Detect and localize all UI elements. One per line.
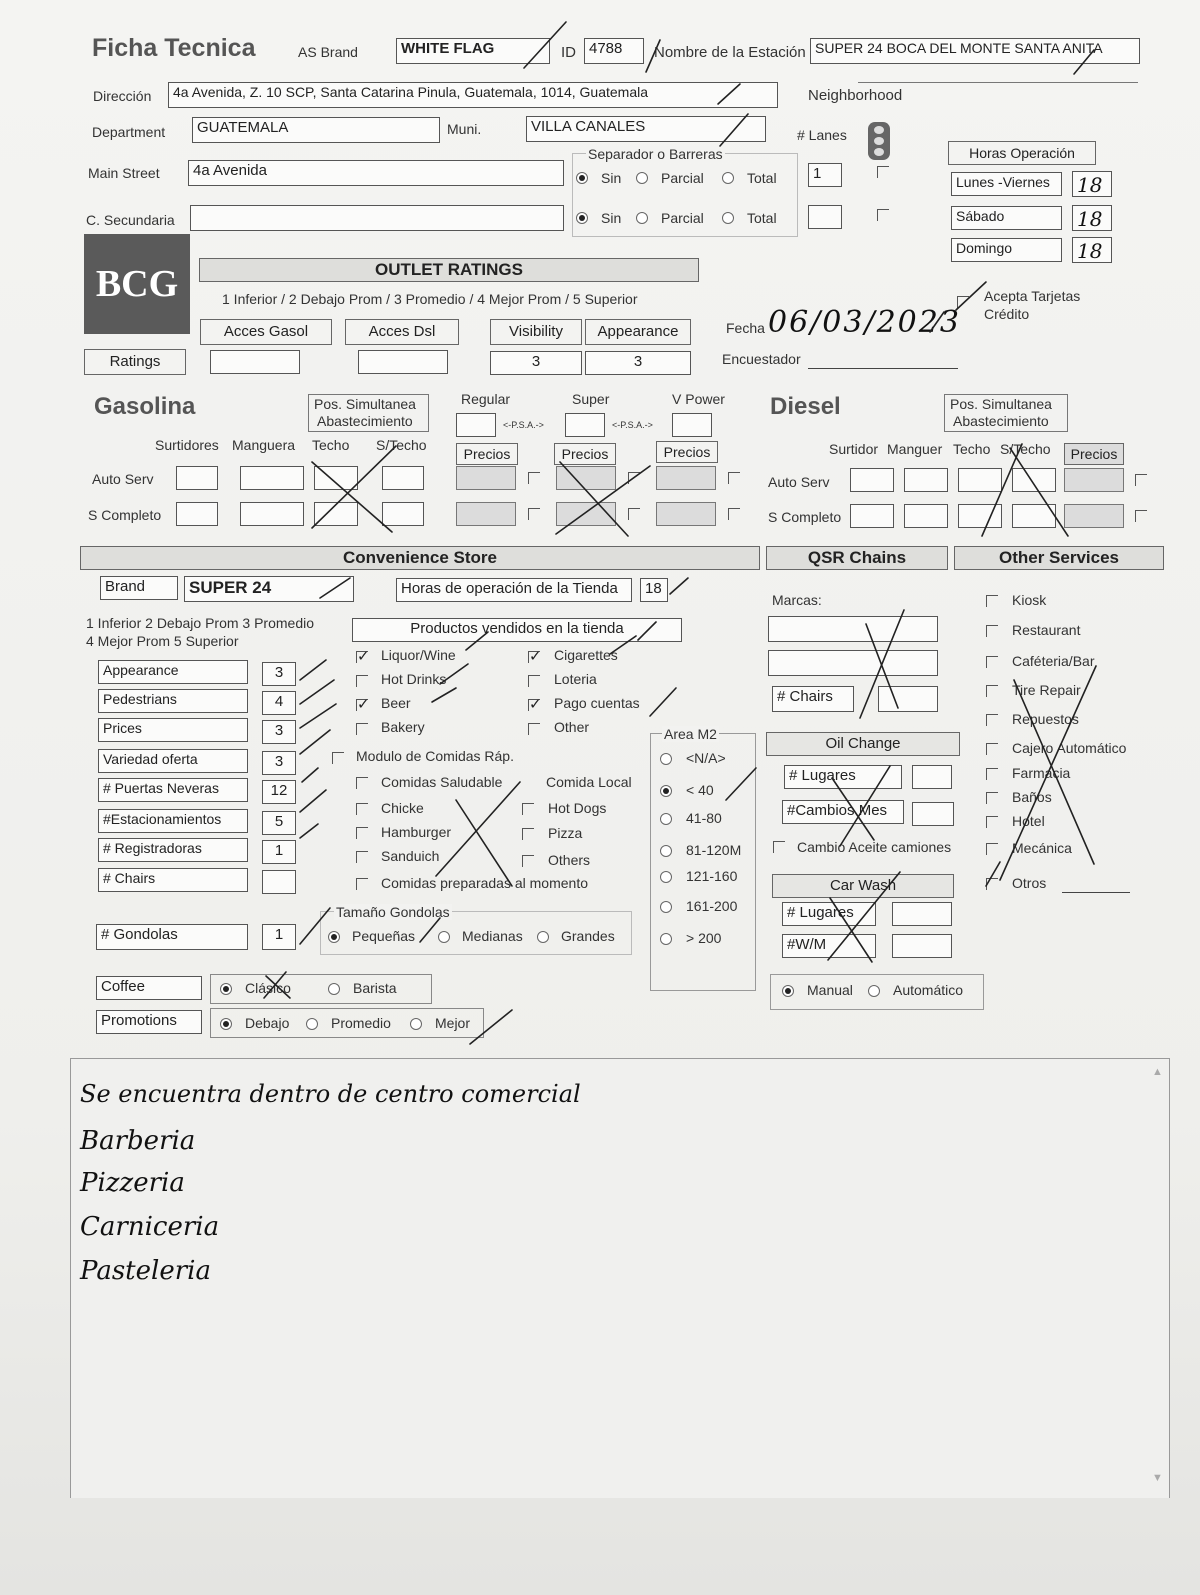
- service-label: Caféteria/Bar: [1012, 653, 1095, 669]
- automatico-label: Automático: [893, 982, 964, 998]
- comidas-preparadas-label: Comidas preparadas al momento: [381, 875, 588, 891]
- cs-horas-label: Horas de operación de la Tienda: [396, 578, 632, 602]
- wm-label: #W/M: [782, 934, 876, 958]
- metric-value-field[interactable]: 3: [262, 662, 296, 686]
- service-label: Farmacia: [1012, 765, 1071, 781]
- manual-label: Manual: [807, 982, 853, 998]
- gas-pos-simultanea-line2: Abastecimiento: [317, 413, 413, 429]
- productos-title: Productos vendidos en la tienda: [352, 618, 682, 642]
- service-label: Restaurant: [1012, 622, 1081, 638]
- vpower-label: V Power: [672, 391, 725, 407]
- ratings-label: Ratings: [84, 349, 186, 375]
- techo-label: Techo: [312, 437, 350, 453]
- cs-scale-line1: 1 Inferior 2 Debajo Prom 3 Promedio: [86, 615, 314, 631]
- convenience-store-title: Convenience Store: [80, 546, 760, 570]
- acces-gasol-header: Acces Gasol: [200, 319, 332, 345]
- metric-label: #Estacionamientos: [98, 809, 248, 833]
- c-secundaria-label: C. Secundaria: [86, 212, 175, 228]
- main-street-field[interactable]: 4a Avenida: [188, 160, 564, 186]
- hours-title: Horas Operación: [948, 141, 1096, 165]
- as-brand-field[interactable]: WHITE FLAG: [396, 38, 550, 64]
- manguera-label: Manguera: [232, 437, 296, 453]
- gondolas-field[interactable]: 1: [262, 924, 296, 950]
- grandes-label: Grandes: [561, 928, 615, 944]
- id-field[interactable]: 4788: [584, 38, 644, 64]
- cambio-aceite-label: Cambio Aceite camiones: [797, 839, 952, 855]
- gas-s-completo-label: S Completo: [88, 507, 162, 523]
- metric-value-field[interactable]: 3: [262, 751, 296, 775]
- oil-change-title: Oil Change: [766, 732, 960, 756]
- form-title: Ficha Tecnica: [92, 34, 256, 62]
- cs-brand-label: Brand: [100, 576, 178, 600]
- cs-brand-field[interactable]: SUPER 24: [184, 576, 354, 602]
- barista-label: Barista: [353, 980, 397, 996]
- main-street-label: Main Street: [88, 165, 160, 181]
- fecha-value[interactable]: 06/03/2023: [768, 305, 961, 340]
- id-label: ID: [561, 44, 576, 61]
- car-wash-title: Car Wash: [772, 874, 954, 898]
- direccion-label: Dirección: [93, 88, 152, 104]
- neighborhood-label: Neighborhood: [808, 87, 903, 104]
- cw-lugares-label: # Lugares: [782, 902, 876, 926]
- encuestador-label: Encuestador: [722, 351, 801, 367]
- fecha-label: Fecha: [726, 320, 765, 336]
- sec-total-label: Total: [747, 210, 777, 226]
- as-brand-label: AS Brand: [298, 44, 358, 60]
- area-option-label: 121-160: [686, 868, 738, 884]
- main-parcial-label: Parcial: [661, 170, 704, 186]
- outlet-ratings-title: OUTLET RATINGS: [199, 258, 699, 282]
- sec-sin-label: Sin: [601, 210, 622, 226]
- diesel-surtidor-label: Surtidor: [829, 441, 879, 457]
- metric-label: Pedestrians: [98, 689, 248, 713]
- liquor-label: Liquor/Wine: [381, 647, 456, 663]
- acepta-tarjetas-label: Acepta Tarjetas: [984, 288, 1081, 304]
- diesel-manguer-label: Manguer: [887, 441, 943, 457]
- metric-label: Prices: [98, 718, 248, 742]
- notes-line: Pasteleria: [80, 1256, 211, 1286]
- notes-line: Se encuentra dentro de centro comercial: [80, 1080, 581, 1108]
- department-field[interactable]: GUATEMALA: [192, 117, 440, 143]
- service-label: Hotel: [1012, 813, 1045, 829]
- lanes-main-field[interactable]: 1: [808, 163, 842, 187]
- metric-value-field[interactable]: 3: [262, 720, 296, 744]
- mejor-label: Mejor: [435, 1015, 471, 1031]
- gas-auto-serv-label: Auto Serv: [92, 471, 154, 487]
- loteria-label: Loteria: [554, 671, 597, 687]
- cs-scale-line2: 4 Mejor Prom 5 Superior: [86, 633, 239, 649]
- lanes-label: # Lanes: [797, 127, 847, 143]
- hot-dogs-label: Hot Dogs: [548, 800, 607, 816]
- precios-super-header: Precios: [554, 443, 616, 465]
- weekday-hours-field[interactable]: 18: [1072, 171, 1112, 197]
- acces-dsl-header: Acces Dsl: [345, 319, 459, 345]
- beer-label: Beer: [381, 695, 411, 711]
- scroll-down-icon[interactable]: ▼: [1152, 1472, 1163, 1484]
- direccion-field[interactable]: 4a Avenida, Z. 10 SCP, Santa Catarina Pinula, Guatemala, 1014, Guatemala: [168, 82, 778, 108]
- appearance-header: Appearance: [585, 319, 691, 345]
- pago-cuentas-label: Pago cuentas: [554, 695, 640, 711]
- notes-line: Carniceria: [80, 1212, 220, 1242]
- gondolas-label: # Gondolas: [96, 924, 248, 950]
- coffee-label: Coffee: [96, 976, 202, 1000]
- service-label: Otros: [1012, 875, 1047, 891]
- metric-label: # Registradoras: [98, 838, 248, 862]
- debajo-label: Debajo: [245, 1015, 290, 1031]
- area-option-label: 41-80: [686, 810, 722, 826]
- area-option-label: 161-200: [686, 898, 738, 914]
- bakery-label: Bakery: [381, 719, 425, 735]
- muni-field[interactable]: VILLA CANALES: [526, 116, 766, 142]
- station-name-field[interactable]: SUPER 24 BOCA DEL MONTE SANTA ANITA: [810, 38, 1140, 64]
- pizza-label: Pizza: [548, 825, 583, 841]
- metric-value-field[interactable]: 4: [262, 691, 296, 715]
- diesel-s-completo-label: S Completo: [768, 509, 842, 525]
- modulo-label: Modulo de Comidas Ráp.: [356, 748, 514, 764]
- area-option-label: 81-120M: [686, 842, 742, 858]
- service-label: Mecánica: [1012, 840, 1072, 856]
- service-label: Tire Repair: [1012, 682, 1081, 698]
- precios-regular-header: Precios: [456, 443, 518, 465]
- psa-label-1: <-P.S.A.->: [503, 420, 544, 430]
- clasico-label: Clásico: [245, 980, 291, 996]
- metric-label: # Chairs: [98, 868, 248, 892]
- visibility-header: Visibility: [490, 319, 582, 345]
- diesel-pos-simultanea-line2: Abastecimiento: [953, 413, 1049, 429]
- marcas-label: Marcas:: [772, 592, 822, 608]
- sunday-hours-field[interactable]: 18: [1072, 237, 1112, 263]
- main-sin-label: Sin: [601, 170, 622, 186]
- diesel-auto-serv-label: Auto Serv: [768, 474, 830, 490]
- super-label: Super: [572, 391, 610, 407]
- qsr-chains-title: QSR Chains: [766, 546, 948, 570]
- department-label: Department: [92, 124, 166, 140]
- oil-lugares-label: # Lugares: [784, 765, 902, 789]
- cigarettes-label: Cigarettes: [554, 647, 618, 663]
- cambios-mes-label: #Cambios Mes: [782, 800, 904, 824]
- credito-label: Crédito: [984, 306, 1030, 322]
- metric-label: Variedad oferta: [98, 749, 248, 773]
- sec-parcial-label: Parcial: [661, 210, 704, 226]
- surtidores-label: Surtidores: [155, 437, 219, 453]
- muni-label: Muni.: [447, 121, 482, 137]
- main-total-label: Total: [747, 170, 777, 186]
- scroll-up-icon[interactable]: ▲: [1152, 1066, 1163, 1078]
- metric-value-field[interactable]: 5: [262, 811, 296, 835]
- hot-drinks-label: Hot Drinks: [381, 671, 447, 687]
- notes-line: Barberia: [80, 1126, 196, 1156]
- metric-value-field[interactable]: 12: [262, 780, 296, 804]
- saturday-label: Sábado: [951, 206, 1062, 230]
- area-title: Area M2: [664, 726, 717, 742]
- metric-label: # Puertas Neveras: [98, 778, 248, 802]
- separator-group-label: Separador o Barreras: [588, 146, 723, 162]
- other-label: Other: [554, 719, 590, 735]
- station-name-label: Nombre de la Estación: [654, 44, 806, 61]
- metric-value-field[interactable]: 1: [262, 840, 296, 864]
- area-option-label: < 40: [686, 782, 714, 798]
- diesel-techo-label: Techo: [953, 441, 991, 457]
- service-label: Repuestos: [1012, 711, 1079, 727]
- service-label: Baños: [1012, 789, 1052, 805]
- promotions-label: Promotions: [96, 1010, 202, 1034]
- area-option-label: <N/A>: [686, 750, 726, 766]
- regular-label: Regular: [461, 391, 511, 407]
- qsr-chairs-label: # Chairs: [772, 686, 854, 712]
- medianas-label: Medianas: [462, 928, 523, 944]
- service-label: Kiosk: [1012, 592, 1047, 608]
- hamburger-label: Hamburger: [381, 824, 452, 840]
- precios-vpower-header: Precios: [656, 441, 718, 463]
- comida-local-label: Comida Local: [546, 774, 632, 790]
- visibility-field[interactable]: 3: [490, 351, 582, 375]
- gasolina-title: Gasolina: [94, 393, 196, 420]
- tamano-label: Tamaño Gondolas: [336, 904, 450, 920]
- weekday-label: Lunes -Viernes: [951, 172, 1062, 196]
- diesel-title: Diesel: [770, 393, 841, 420]
- comidas-saludable-label: Comidas Saludable: [381, 774, 503, 790]
- sanduich-label: Sanduich: [381, 848, 440, 864]
- saturday-hours-field[interactable]: 18: [1072, 205, 1112, 231]
- area-option-label: > 200: [686, 930, 722, 946]
- other-services-title: Other Services: [954, 546, 1164, 570]
- service-label: Cajero Automático: [1012, 740, 1127, 756]
- diesel-precios-header: Precios: [1064, 443, 1124, 465]
- metric-label: Appearance: [98, 660, 248, 684]
- diesel-pos-simultanea-line1: Pos. Simultanea: [950, 396, 1052, 412]
- others-label: Others: [548, 852, 591, 868]
- ratings-scale: 1 Inferior / 2 Debajo Prom / 3 Promedio / 4 Mejor Prom / 5 Superior: [222, 291, 638, 307]
- psa-label-2: <-P.S.A.->: [612, 420, 653, 430]
- promedio-label: Promedio: [331, 1015, 391, 1031]
- diesel-stecho-label: S/Techo: [1000, 441, 1051, 457]
- bcg-logo: BCG: [84, 234, 190, 334]
- chicke-label: Chicke: [381, 800, 424, 816]
- notes-line: Pizzeria: [80, 1168, 185, 1198]
- stecho-label: S/Techo: [376, 437, 427, 453]
- appearance-field[interactable]: 3: [585, 351, 691, 375]
- cs-horas-field[interactable]: 18: [640, 578, 668, 602]
- gas-pos-simultanea-line1: Pos. Simultanea: [314, 396, 416, 412]
- sunday-label: Domingo: [951, 238, 1062, 262]
- pequenas-label: Pequeñas: [352, 928, 416, 944]
